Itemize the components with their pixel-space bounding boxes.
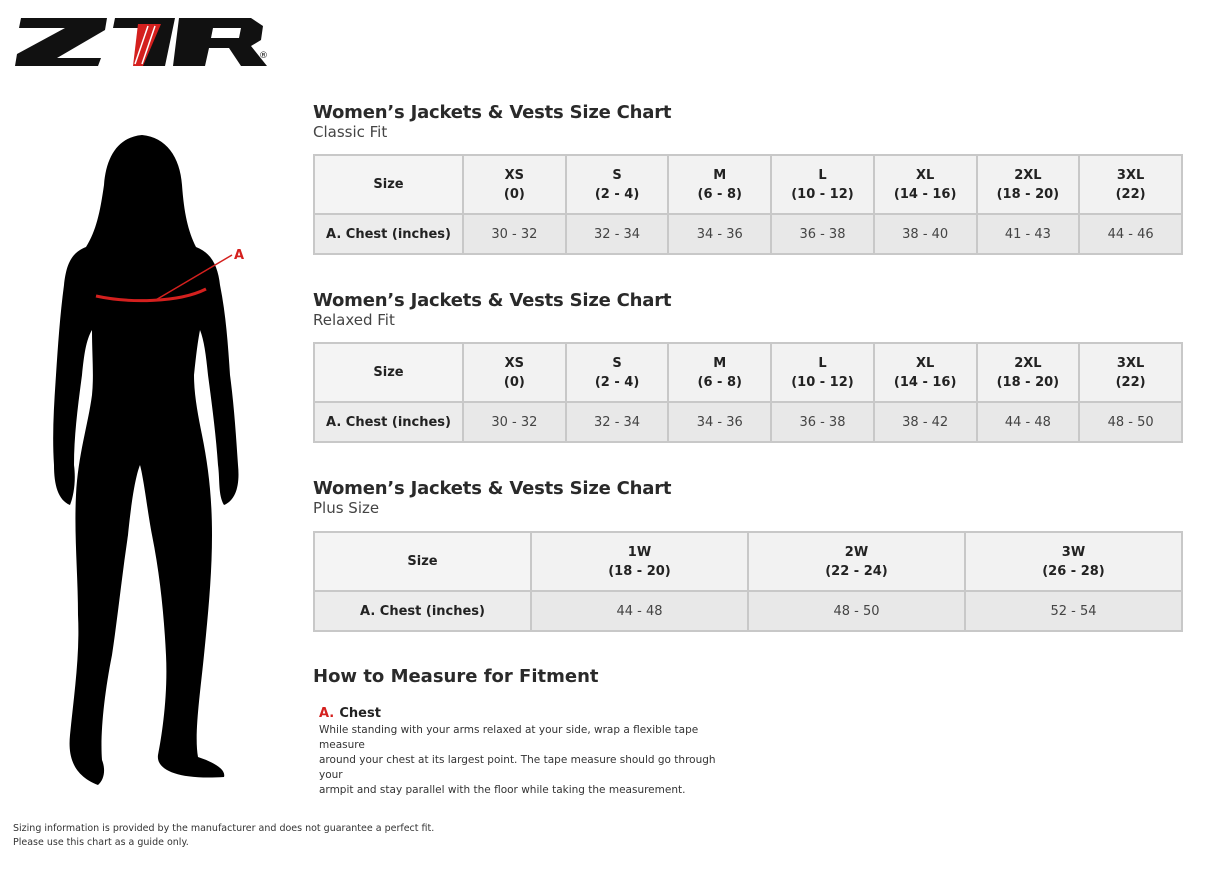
size-header-cell: 3XL (22): [1079, 343, 1182, 402]
chest-value-cell: 34 - 36: [668, 214, 771, 254]
chart-subtitle-plus: Plus Size: [313, 499, 380, 517]
chest-value-cell: 52 - 54: [965, 591, 1182, 631]
size-header-label: Size: [314, 532, 531, 591]
size-header-cell: XL (14 - 16): [874, 155, 977, 214]
size-table-plus: [313, 531, 1183, 632]
size-header-cell: 3XL (22): [1079, 155, 1182, 214]
chest-value-cell: 44 - 48: [977, 402, 1080, 442]
chest-value-cell: 48 - 50: [1079, 402, 1182, 442]
size-header-cell: XL (14 - 16): [874, 343, 977, 402]
chart-title-plus: Women’s Jackets & Vests Size Chart: [313, 478, 672, 499]
size-header-cell: S (2 - 4): [566, 343, 669, 402]
chest-row-label: A. Chest (inches): [314, 402, 463, 442]
size-header-cell: L (10 - 12): [771, 155, 874, 214]
chart-title-relaxed: Women’s Jackets & Vests Size Chart: [313, 290, 672, 311]
chart-subtitle-relaxed: Relaxed Fit: [313, 311, 395, 329]
chest-value-cell: 30 - 32: [463, 214, 566, 254]
chest-value-cell: 34 - 36: [668, 402, 771, 442]
size-header-cell: 2XL (18 - 20): [977, 343, 1080, 402]
disclaimer-line: Sizing information is provided by the manufacturer and does not guarantee a perfect fit.: [13, 823, 435, 834]
chest-value-cell: 32 - 34: [566, 214, 669, 254]
measure-description: While standing with your arms relaxed at your side, wrap a flexible tape measure around your chest at its largest point. The tape measure should go through your armpit and stay parallel with the floor while taking the measurement.: [319, 724, 716, 796]
registered-mark: ®: [259, 51, 268, 61]
size-header-label: Size: [314, 155, 463, 214]
chest-value-cell: 48 - 50: [748, 591, 965, 631]
size-header-label: Size: [314, 343, 463, 402]
size-table-relaxed: [313, 342, 1183, 443]
chest-row: [314, 402, 1182, 442]
size-header-cell: XS (0): [463, 343, 566, 402]
chest-value-cell: 44 - 48: [531, 591, 748, 631]
size-header-cell: L (10 - 12): [771, 343, 874, 402]
size-header-cell: S (2 - 4): [566, 155, 669, 214]
chest-value-cell: 36 - 38: [771, 214, 874, 254]
size-header-cell: 1W (18 - 20): [531, 532, 748, 591]
chest-value-cell: 30 - 32: [463, 402, 566, 442]
size-header-cell: 3W (26 - 28): [965, 532, 1182, 591]
chest-row: [314, 214, 1182, 254]
size-header-cell: XS (0): [463, 155, 566, 214]
size-header-cell: 2W (22 - 24): [748, 532, 965, 591]
size-header-row: [314, 155, 1182, 214]
disclaimer: [13, 822, 434, 850]
chest-value-cell: 38 - 42: [874, 402, 977, 442]
size-table-classic: [313, 154, 1183, 255]
measure-letter: A.: [319, 706, 335, 721]
size-header-cell: M (6 - 8): [668, 343, 771, 402]
disclaimer-line: Please use this chart as a guide only.: [13, 837, 189, 848]
chest-row: [314, 591, 1182, 631]
measure-name: Chest: [339, 706, 381, 721]
chest-value-cell: 38 - 40: [874, 214, 977, 254]
size-header-row: [314, 343, 1182, 402]
chest-measure-label: A: [234, 248, 245, 263]
chest-row-label: A. Chest (inches): [314, 214, 463, 254]
chest-value-cell: 32 - 34: [566, 402, 669, 442]
female-silhouette-figure: [48, 135, 258, 795]
size-header-cell: 2XL (18 - 20): [977, 155, 1080, 214]
measure-item-chest: [319, 702, 719, 798]
z1r-logo: [15, 14, 270, 70]
chart-subtitle-classic: Classic Fit: [313, 123, 388, 141]
chest-value-cell: 41 - 43: [977, 214, 1080, 254]
size-header-cell: M (6 - 8): [668, 155, 771, 214]
chart-title-classic: Women’s Jackets & Vests Size Chart: [313, 102, 672, 123]
measure-section-title: How to Measure for Fitment: [313, 666, 599, 687]
chest-value-cell: 36 - 38: [771, 402, 874, 442]
chest-row-label: A. Chest (inches): [314, 591, 531, 631]
size-header-row: [314, 532, 1182, 591]
chest-value-cell: 44 - 46: [1079, 214, 1182, 254]
